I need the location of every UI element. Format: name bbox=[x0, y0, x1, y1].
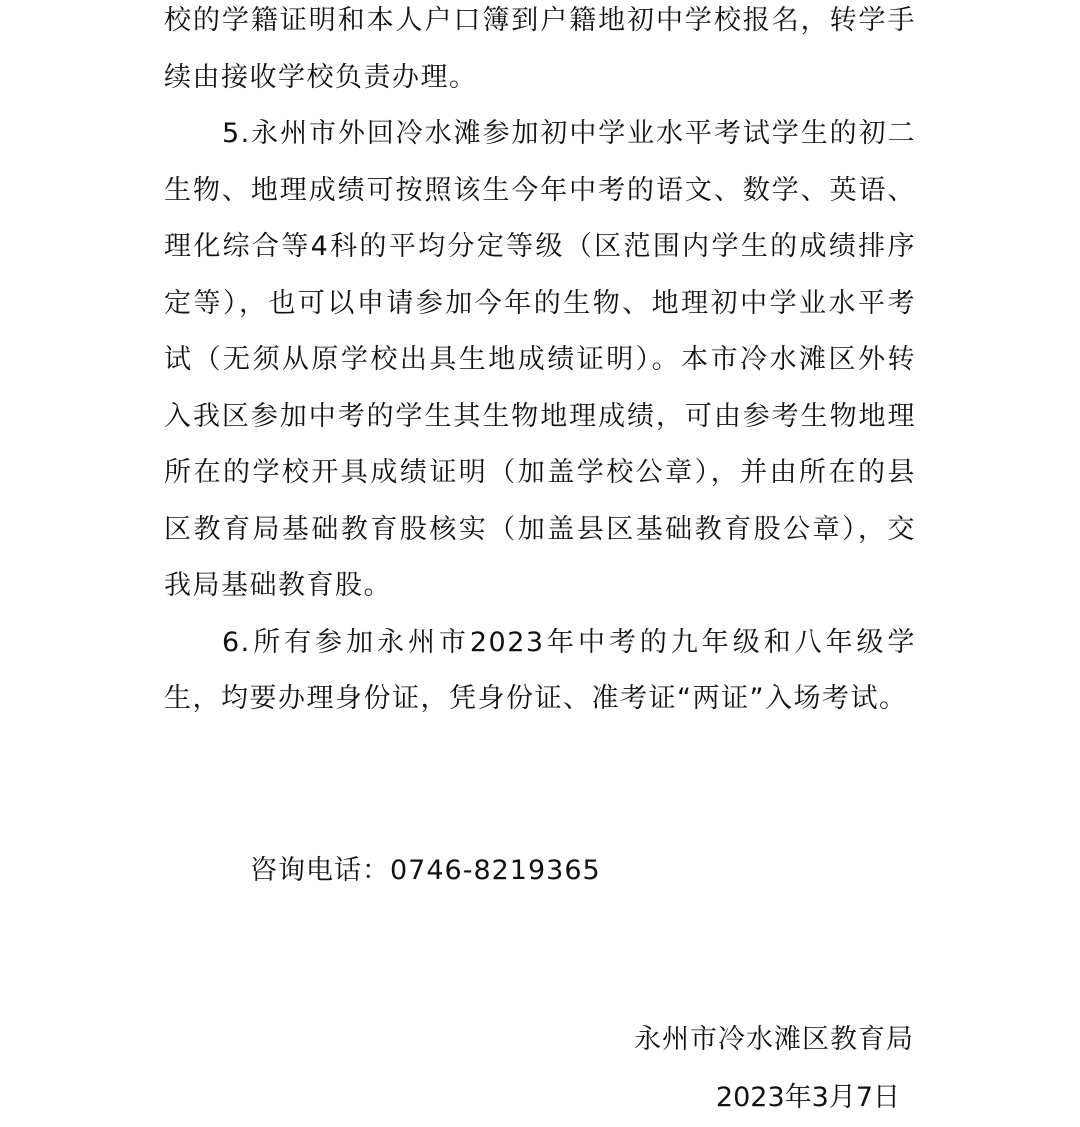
document-body bbox=[164, 0, 916, 728]
paragraph-item-6: 6.所有参加永州市2023年中考的九年级和八年级学生，均要办理身份证，凭身份证、准考证“两证”入场考试。 bbox=[164, 626, 916, 714]
paragraph-item-5: 5.永州市外回冷水滩参加初中学业水平考试学生的初二生物、地理成绩可按照该生今年中考的语文、数学、英语、理化综合等4科的平均分定等级（区范围内学生的成绩排序定等），也可以申请参加今年的生物、地理初中学业水平考试（无须从原学校出具生地成绩证明）。本市冷水滩区外转入我区参加中考的学生其生物地理成绩，可由参考生物地理所在的学校开具成绩证明（加盖学校公章），并由所在的县区教育局基础教育股核实（加盖县区基础教育股公章），交我局基础教育股。 bbox=[164, 118, 916, 601]
contact-phone: 咨询电话：0746-8219365 bbox=[250, 855, 601, 886]
signature-date: 2023年3月7日 bbox=[715, 1082, 900, 1113]
signature-organization: 永州市冷水滩区教育局 bbox=[634, 1024, 914, 1055]
paragraph-continued-item-4: 校的学籍证明和本人户口簿到户籍地初中学校报名，转学手续由接收学校负责办理。 bbox=[164, 5, 916, 93]
